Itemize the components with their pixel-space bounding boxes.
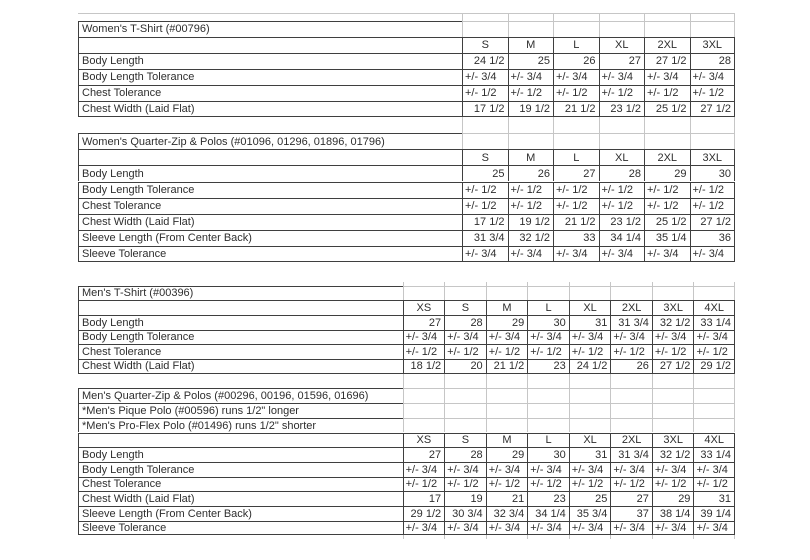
gridline-vertical xyxy=(553,13,554,21)
measurement-value-cell: +/- 3/4 xyxy=(444,330,486,345)
measurement-value-cell: +/- 1/2 xyxy=(599,182,645,198)
measurement-value-cell: +/- 1/2 xyxy=(553,182,599,198)
measurement-row-label: Sleeve Length (From Center Back) xyxy=(78,506,403,521)
measurement-row-label: Body Length xyxy=(78,447,403,462)
measurement-row-label: Body Length xyxy=(78,53,462,69)
measurement-value-cell: 38 1/4 xyxy=(652,506,694,521)
gridline-vertical xyxy=(652,535,653,539)
measurement-value-cell: +/- 1/2 xyxy=(486,344,528,359)
empty-grid-cell xyxy=(599,21,645,37)
measurement-value-cell: 25 1/2 xyxy=(644,101,690,117)
gridline-vertical xyxy=(486,535,487,539)
measurement-value-cell: +/- 3/4 xyxy=(444,521,486,536)
gridline-vertical xyxy=(734,13,735,21)
empty-grid-cell xyxy=(403,286,445,301)
size-column-header: 3XL xyxy=(652,433,694,448)
measurement-row-label: Chest Width (Laid Flat) xyxy=(78,214,462,230)
size-column-header: M xyxy=(508,37,554,53)
size-column-header: XL xyxy=(569,433,611,448)
measurement-value-cell: +/- 1/2 xyxy=(652,477,694,492)
gridline-vertical xyxy=(652,374,653,389)
empty-grid-cell xyxy=(527,418,569,433)
gridline-vertical xyxy=(508,13,509,21)
measurement-value-cell: 17 1/2 xyxy=(462,101,508,117)
measurement-value-cell: 29 xyxy=(486,447,528,462)
measurement-value-cell: 21 1/2 xyxy=(553,101,599,117)
measurement-value-cell: 25 xyxy=(569,491,611,506)
measurement-value-cell: +/- 1/2 xyxy=(444,344,486,359)
measurement-value-cell: +/- 1/2 xyxy=(508,198,554,214)
gridline-vertical xyxy=(644,13,645,21)
measurement-value-cell: +/- 3/4 xyxy=(652,462,694,477)
measurement-value-cell: 32 1/2 xyxy=(508,230,554,246)
measurement-value-cell: 23 1/2 xyxy=(599,214,645,230)
measurement-value-cell: +/- 3/4 xyxy=(403,330,445,345)
empty-grid-cell xyxy=(508,21,554,37)
size-column-header: L xyxy=(527,433,569,448)
gridline-vertical xyxy=(734,535,735,539)
measurement-value-cell: +/- 1/2 xyxy=(508,85,554,101)
gridline-vertical xyxy=(693,535,694,539)
empty-grid-cell xyxy=(444,388,486,403)
measurement-value-cell: 29 1/2 xyxy=(693,359,735,374)
empty-grid-cell xyxy=(403,418,445,433)
measurement-value-cell: 30 3/4 xyxy=(444,506,486,521)
table-title: Women's Quarter-Zip & Polos (#01096, 01296, 01896, 01796) xyxy=(78,133,462,149)
gridline-vertical xyxy=(527,374,528,389)
measurement-value-cell: +/- 3/4 xyxy=(527,330,569,345)
measurement-value-cell: 34 1/4 xyxy=(599,230,645,246)
measurement-value-cell: 17 1/2 xyxy=(462,214,508,230)
size-column-header: 3XL xyxy=(652,300,694,315)
measurement-value-cell: 24 1/2 xyxy=(462,53,508,69)
measurement-value-cell: +/- 1/2 xyxy=(569,477,611,492)
measurement-value-cell: 25 xyxy=(462,165,508,181)
measurement-value-cell: +/- 1/2 xyxy=(462,182,508,198)
measurement-value-cell: 23 1/2 xyxy=(599,101,645,117)
empty-grid-cell xyxy=(693,388,735,403)
measurement-value-cell: +/- 1/2 xyxy=(462,85,508,101)
measurement-value-cell: +/- 1/2 xyxy=(693,477,735,492)
measurement-value-cell: 19 1/2 xyxy=(508,214,554,230)
measurement-value-cell: +/- 1/2 xyxy=(569,344,611,359)
measurement-value-cell: +/- 1/2 xyxy=(527,344,569,359)
gridline-vertical xyxy=(462,13,463,21)
empty-grid-cell xyxy=(599,133,645,149)
size-column-header: 2XL xyxy=(644,37,690,53)
measurement-value-cell: 31 xyxy=(569,315,611,330)
measurement-value-cell: 29 xyxy=(652,491,694,506)
size-column-header: S xyxy=(444,433,486,448)
measurement-value-cell: +/- 1/2 xyxy=(690,198,736,214)
gridline-vertical xyxy=(486,374,487,389)
measurement-value-cell: 21 xyxy=(486,491,528,506)
gridline-vertical xyxy=(644,117,645,133)
measurement-value-cell: +/- 3/4 xyxy=(690,69,736,85)
size-column-header: S xyxy=(462,37,508,53)
header-empty-cell xyxy=(78,37,462,53)
measurement-value-cell: 30 xyxy=(690,165,736,181)
size-column-header: XS xyxy=(403,300,445,315)
size-column-header: 4XL xyxy=(693,433,735,448)
measurement-value-cell: +/- 3/4 xyxy=(444,462,486,477)
measurement-value-cell: +/- 3/4 xyxy=(527,521,569,536)
measurement-value-cell: +/- 1/2 xyxy=(553,198,599,214)
empty-grid-cell xyxy=(553,133,599,149)
gridline-vertical xyxy=(508,117,509,133)
measurement-value-cell: 35 1/4 xyxy=(644,230,690,246)
empty-grid-cell xyxy=(527,286,569,301)
empty-grid-cell xyxy=(486,286,528,301)
empty-grid-cell xyxy=(644,21,690,37)
measurement-value-cell: 33 1/4 xyxy=(693,315,735,330)
empty-grid-cell xyxy=(569,418,611,433)
empty-grid-cell xyxy=(652,403,694,418)
measurement-value-cell: 33 1/4 xyxy=(693,447,735,462)
measurement-value-cell: 26 xyxy=(610,359,652,374)
gridline-horizontal xyxy=(78,13,735,14)
measurement-value-cell: +/- 1/2 xyxy=(553,85,599,101)
empty-grid-cell xyxy=(652,418,694,433)
size-column-header: M xyxy=(508,149,554,165)
measurement-value-cell: +/- 3/4 xyxy=(599,246,645,262)
measurement-value-cell: 27 1/2 xyxy=(690,214,736,230)
measurement-value-cell: +/- 3/4 xyxy=(403,521,445,536)
size-column-header: L xyxy=(553,149,599,165)
measurement-row-label: Chest Tolerance xyxy=(78,477,403,492)
measurement-value-cell: +/- 3/4 xyxy=(644,246,690,262)
gridline-vertical xyxy=(690,13,691,21)
empty-grid-cell xyxy=(462,21,508,37)
measurement-value-cell: +/- 3/4 xyxy=(652,330,694,345)
measurement-value-cell: +/- 1/2 xyxy=(610,344,652,359)
measurement-value-cell: 30 xyxy=(527,315,569,330)
measurement-row-label: Body Length Tolerance xyxy=(78,462,403,477)
measurement-value-cell: +/- 1/2 xyxy=(599,85,645,101)
measurement-value-cell: 27 xyxy=(610,491,652,506)
empty-grid-cell xyxy=(403,388,445,403)
measurement-row-label: Chest Tolerance xyxy=(78,198,462,214)
header-empty-cell xyxy=(78,433,403,448)
measurement-value-cell: 29 xyxy=(486,315,528,330)
empty-grid-cell xyxy=(652,388,694,403)
measurement-value-cell: 20 xyxy=(444,359,486,374)
measurement-value-cell: +/- 1/2 xyxy=(486,477,528,492)
measurement-value-cell: +/- 3/4 xyxy=(693,462,735,477)
measurement-value-cell: +/- 3/4 xyxy=(553,69,599,85)
empty-grid-cell xyxy=(553,21,599,37)
measurement-value-cell: 32 1/2 xyxy=(652,447,694,462)
gridline-vertical xyxy=(527,535,528,539)
measurement-value-cell: 28 xyxy=(690,53,736,69)
empty-grid-cell xyxy=(444,286,486,301)
measurement-value-cell: +/- 1/2 xyxy=(693,344,735,359)
size-column-header: 2XL xyxy=(644,149,690,165)
measurement-row-label: Sleeve Length (From Center Back) xyxy=(78,230,462,246)
gridline-vertical xyxy=(569,535,570,539)
measurement-value-cell: 37 xyxy=(610,506,652,521)
empty-grid-cell xyxy=(693,403,735,418)
measurement-value-cell: +/- 3/4 xyxy=(610,462,652,477)
measurement-row-label: Chest Width (Laid Flat) xyxy=(78,491,403,506)
measurement-value-cell: +/- 1/2 xyxy=(599,198,645,214)
measurement-row-label: Body Length xyxy=(78,165,462,181)
gridline-vertical xyxy=(403,374,404,389)
empty-grid-cell xyxy=(527,403,569,418)
measurement-value-cell: +/- 3/4 xyxy=(486,330,528,345)
gridline-vertical xyxy=(610,374,611,389)
measurement-value-cell: +/- 1/2 xyxy=(644,198,690,214)
measurement-value-cell: 18 1/2 xyxy=(403,359,445,374)
measurement-value-cell: 31 3/4 xyxy=(610,315,652,330)
measurement-value-cell: 36 xyxy=(690,230,736,246)
table-title: Men's T-Shirt (#00396) xyxy=(78,286,403,301)
measurement-value-cell: +/- 3/4 xyxy=(462,246,508,262)
measurement-value-cell: 30 xyxy=(527,447,569,462)
measurement-value-cell: 28 xyxy=(444,315,486,330)
measurement-row-label: Body Length Tolerance xyxy=(78,182,462,198)
measurement-value-cell: 26 xyxy=(508,165,554,181)
gridline-vertical xyxy=(599,13,600,21)
gridline-vertical xyxy=(403,535,404,539)
measurement-value-cell: 32 1/2 xyxy=(652,315,694,330)
measurement-row-label: Sleeve Tolerance xyxy=(78,246,462,262)
measurement-value-cell: 27 xyxy=(599,53,645,69)
measurement-value-cell: +/- 3/4 xyxy=(508,246,554,262)
measurement-value-cell: +/- 1/2 xyxy=(527,477,569,492)
measurement-value-cell: 29 1/2 xyxy=(403,506,445,521)
measurement-value-cell: +/- 3/4 xyxy=(569,462,611,477)
measurement-value-cell: +/- 1/2 xyxy=(444,477,486,492)
empty-grid-cell xyxy=(610,286,652,301)
header-empty-cell xyxy=(78,149,462,165)
size-column-header: XL xyxy=(599,149,645,165)
measurement-value-cell: 26 xyxy=(553,53,599,69)
measurement-value-cell: +/- 1/2 xyxy=(690,85,736,101)
empty-grid-cell xyxy=(690,133,736,149)
measurement-value-cell: +/- 3/4 xyxy=(569,521,611,536)
size-column-header: XL xyxy=(599,37,645,53)
size-column-header: 3XL xyxy=(690,149,736,165)
empty-grid-cell xyxy=(652,286,694,301)
size-column-header: M xyxy=(486,300,528,315)
measurement-value-cell: +/- 3/4 xyxy=(690,246,736,262)
header-empty-cell xyxy=(78,300,403,315)
size-column-header: XS xyxy=(403,433,445,448)
empty-grid-cell xyxy=(569,286,611,301)
measurement-value-cell: 31 xyxy=(569,447,611,462)
empty-grid-cell xyxy=(486,403,528,418)
measurement-value-cell: 34 1/4 xyxy=(527,506,569,521)
size-column-header: 2XL xyxy=(610,300,652,315)
empty-grid-cell xyxy=(508,133,554,149)
empty-grid-cell xyxy=(644,133,690,149)
measurement-value-cell: 31 3/4 xyxy=(610,447,652,462)
measurement-row-label: Body Length Tolerance xyxy=(78,330,403,345)
measurement-value-cell: +/- 3/4 xyxy=(527,462,569,477)
gridline-vertical xyxy=(734,374,735,389)
measurement-value-cell: 31 xyxy=(693,491,735,506)
measurement-value-cell: +/- 1/2 xyxy=(652,344,694,359)
measurement-value-cell: 28 xyxy=(444,447,486,462)
empty-grid-cell xyxy=(569,388,611,403)
size-column-header: 3XL xyxy=(690,37,736,53)
gridline-vertical xyxy=(444,374,445,389)
empty-grid-cell xyxy=(444,403,486,418)
measurement-value-cell: 27 1/2 xyxy=(652,359,694,374)
measurement-value-cell: +/- 3/4 xyxy=(486,462,528,477)
measurement-value-cell: +/- 3/4 xyxy=(569,330,611,345)
empty-grid-cell xyxy=(486,388,528,403)
size-column-header: L xyxy=(527,300,569,315)
measurement-value-cell: 35 3/4 xyxy=(569,506,611,521)
size-column-header: 2XL xyxy=(610,433,652,448)
empty-grid-cell xyxy=(444,418,486,433)
measurement-value-cell: 27 xyxy=(553,165,599,181)
measurement-row-label: Chest Width (Laid Flat) xyxy=(78,359,403,374)
size-column-header: 4XL xyxy=(693,300,735,315)
measurement-value-cell: 39 1/4 xyxy=(693,506,735,521)
measurement-value-cell: +/- 3/4 xyxy=(693,330,735,345)
measurement-value-cell: +/- 3/4 xyxy=(610,330,652,345)
measurement-value-cell: 27 xyxy=(403,315,445,330)
measurement-value-cell: 29 xyxy=(644,165,690,181)
table-title: Men's Quarter-Zip & Polos (#00296, 00196, 01596, 01696) xyxy=(78,388,403,403)
empty-grid-cell xyxy=(462,133,508,149)
table-title: Women's T-Shirt (#00796) xyxy=(78,21,462,37)
measurement-value-cell: +/- 3/4 xyxy=(553,246,599,262)
empty-grid-cell xyxy=(527,388,569,403)
measurement-value-cell: +/- 3/4 xyxy=(599,69,645,85)
gridline-vertical xyxy=(444,535,445,539)
size-column-header: L xyxy=(553,37,599,53)
measurement-value-cell: +/- 1/2 xyxy=(403,344,445,359)
gridline-vertical xyxy=(569,374,570,389)
table-note: *Men's Pique Polo (#00596) runs 1/2" longer xyxy=(78,403,403,418)
measurement-value-cell: 23 xyxy=(527,491,569,506)
measurement-value-cell: 27 1/2 xyxy=(690,101,736,117)
measurement-row-label: Body Length Tolerance xyxy=(78,69,462,85)
empty-grid-cell xyxy=(569,403,611,418)
measurement-value-cell: 17 xyxy=(403,491,445,506)
measurement-value-cell: +/- 3/4 xyxy=(462,69,508,85)
measurement-value-cell: +/- 3/4 xyxy=(644,69,690,85)
measurement-value-cell: 33 xyxy=(553,230,599,246)
measurement-value-cell: 28 xyxy=(599,165,645,181)
gridline-vertical xyxy=(690,117,691,133)
gridline-vertical xyxy=(462,117,463,133)
table-note: *Men's Pro-Flex Polo (#01496) runs 1/2" shorter xyxy=(78,418,403,433)
gridline-vertical xyxy=(693,374,694,389)
measurement-value-cell: +/- 3/4 xyxy=(403,462,445,477)
size-column-header: XL xyxy=(569,300,611,315)
measurement-value-cell: +/- 3/4 xyxy=(652,521,694,536)
measurement-value-cell: +/- 1/2 xyxy=(690,182,736,198)
empty-grid-cell xyxy=(610,418,652,433)
gridline-vertical xyxy=(610,535,611,539)
measurement-value-cell: 24 1/2 xyxy=(569,359,611,374)
empty-grid-cell xyxy=(486,418,528,433)
measurement-value-cell: +/- 1/2 xyxy=(508,182,554,198)
measurement-value-cell: +/- 3/4 xyxy=(508,69,554,85)
measurement-value-cell: 27 1/2 xyxy=(644,53,690,69)
measurement-row-label: Body Length xyxy=(78,315,403,330)
measurement-value-cell: +/- 1/2 xyxy=(462,198,508,214)
measurement-value-cell: 27 xyxy=(403,447,445,462)
measurement-value-cell: +/- 1/2 xyxy=(644,85,690,101)
measurement-row-label: Sleeve Tolerance xyxy=(78,521,403,536)
measurement-value-cell: 21 1/2 xyxy=(486,359,528,374)
measurement-value-cell: 23 xyxy=(527,359,569,374)
measurement-row-label: Chest Width (Laid Flat) xyxy=(78,101,462,117)
size-column-header: S xyxy=(444,300,486,315)
empty-grid-cell xyxy=(693,286,735,301)
measurement-value-cell: 32 3/4 xyxy=(486,506,528,521)
measurement-value-cell: +/- 3/4 xyxy=(610,521,652,536)
empty-grid-cell xyxy=(693,418,735,433)
measurement-value-cell: 25 xyxy=(508,53,554,69)
measurement-value-cell: +/- 1/2 xyxy=(403,477,445,492)
measurement-value-cell: 31 3/4 xyxy=(462,230,508,246)
measurement-row-label: Chest Tolerance xyxy=(78,85,462,101)
measurement-value-cell: 19 xyxy=(444,491,486,506)
size-column-header: S xyxy=(462,149,508,165)
measurement-value-cell: 19 1/2 xyxy=(508,101,554,117)
measurement-value-cell: 25 1/2 xyxy=(644,214,690,230)
empty-grid-cell xyxy=(610,403,652,418)
measurement-value-cell: 21 1/2 xyxy=(553,214,599,230)
empty-grid-cell xyxy=(610,388,652,403)
measurement-row-label: Chest Tolerance xyxy=(78,344,403,359)
empty-grid-cell xyxy=(690,21,736,37)
gridline-vertical xyxy=(734,117,735,133)
measurement-value-cell: +/- 1/2 xyxy=(610,477,652,492)
measurement-value-cell: +/- 3/4 xyxy=(693,521,735,536)
measurement-value-cell: +/- 3/4 xyxy=(486,521,528,536)
empty-grid-cell xyxy=(403,403,445,418)
measurement-value-cell: +/- 1/2 xyxy=(644,182,690,198)
gridline-vertical xyxy=(599,117,600,133)
size-column-header: M xyxy=(486,433,528,448)
gridline-vertical xyxy=(553,117,554,133)
